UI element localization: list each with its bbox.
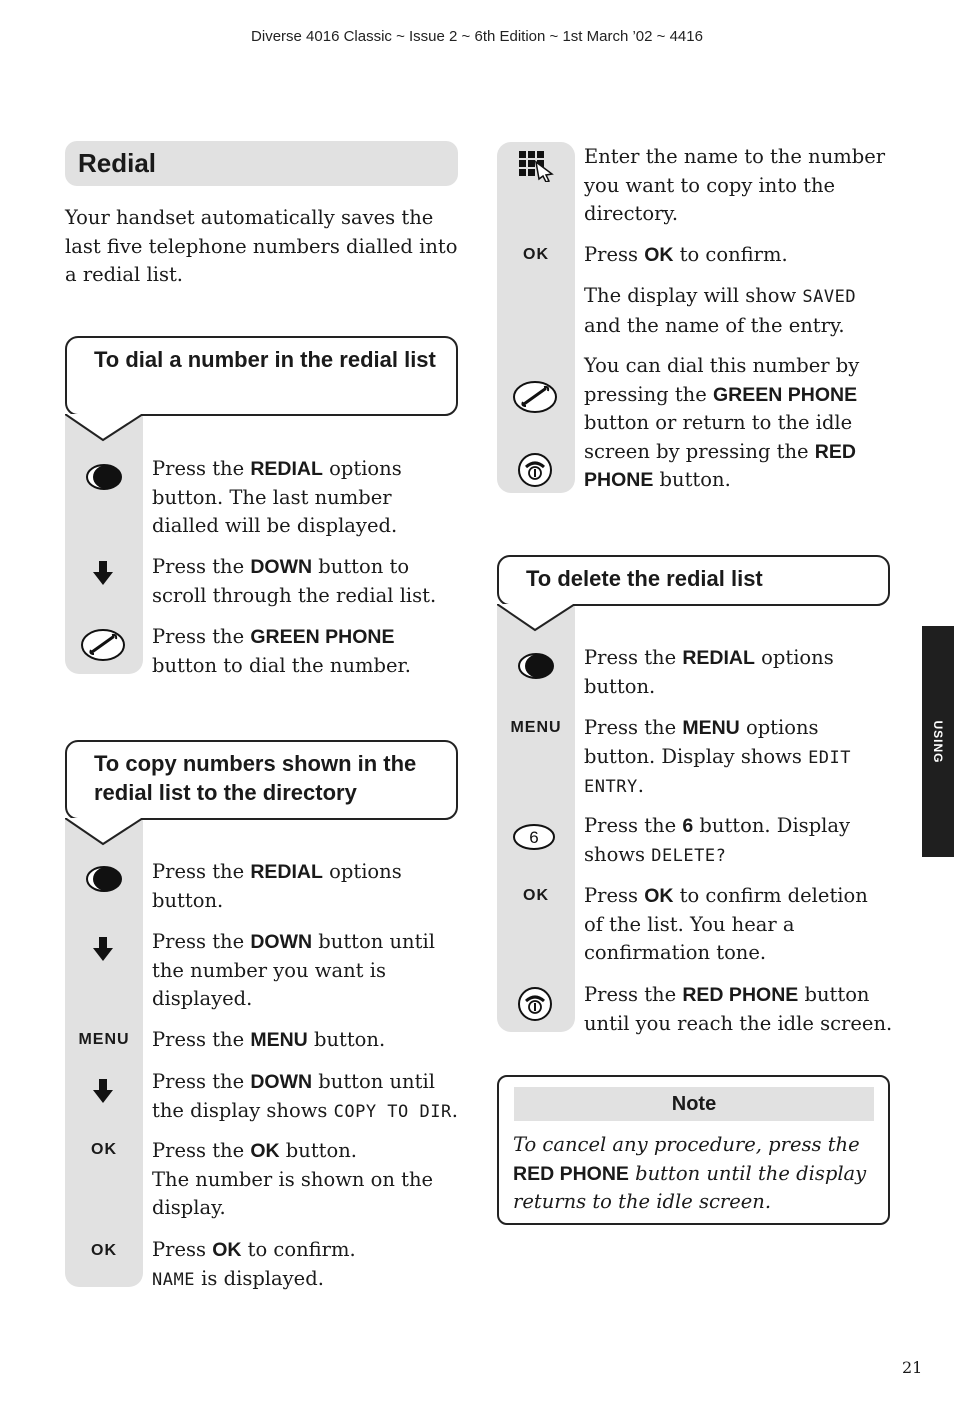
dial-step-1: Press the REDIAL options button. The last number dialled will be displayed. bbox=[152, 457, 402, 537]
red-phone-icon bbox=[516, 985, 554, 1023]
ok-key-icon: OK bbox=[523, 887, 549, 904]
note-title: Note bbox=[514, 1087, 874, 1121]
redial-button-icon bbox=[84, 462, 124, 492]
delete-callout-pointer bbox=[497, 604, 577, 634]
menu-key-icon: MENU bbox=[510, 719, 562, 736]
svg-text:6: 6 bbox=[529, 828, 539, 847]
page-header: Diverse 4016 Classic ~ Issue 2 ~ 6th Edition ~ 1st March ’02 ~ 4416 bbox=[251, 28, 703, 45]
copy-cont-step-4: You can dial this number by pressing the GREEN PHONE button or return to the idle screen by pressing the RED PHONE button. bbox=[584, 354, 860, 491]
dial-step-2: Press the DOWN button to scroll through the redial list. bbox=[152, 555, 437, 607]
copy-step-6: Press OK to confirm. NAME is displayed. bbox=[152, 1238, 356, 1290]
copy-callout-title: To copy numbers shown in the redial list to the directory bbox=[65, 740, 458, 820]
delete-step-3: Press the 6 button. Display shows DELETE? bbox=[584, 814, 851, 866]
display-text: SAVED bbox=[802, 287, 857, 307]
dial-callout-title: To dial a number in the redial list bbox=[65, 336, 458, 416]
ok-key-icon: OK bbox=[91, 1141, 117, 1158]
copy-cont-step-2: Press OK to confirm. bbox=[584, 243, 788, 266]
ok-key-icon: OK bbox=[91, 1242, 117, 1259]
delete-callout-title: To delete the redial list bbox=[497, 555, 890, 606]
display-text: EDIT ENTRY bbox=[584, 747, 852, 797]
copy-cont-icon-strip bbox=[497, 142, 575, 493]
down-arrow-icon bbox=[90, 1076, 116, 1106]
section-title: Redial bbox=[65, 141, 458, 186]
redial-button-icon bbox=[84, 864, 124, 894]
note-body: To cancel any procedure, press the RED PHONE button until the display returns to the idle screen. bbox=[513, 1133, 867, 1213]
key-6-icon bbox=[512, 823, 556, 851]
delete-step-1: Press the REDIAL options button. bbox=[584, 646, 834, 698]
green-phone-icon bbox=[512, 380, 558, 414]
intro-paragraph: Your handset automatically saves the last five telephone numbers dialled into a redial list. bbox=[65, 206, 458, 286]
ok-key-icon: OK bbox=[523, 246, 549, 263]
copy-cont-step-1: Enter the name to the number you want to copy into the directory. bbox=[584, 145, 886, 225]
copy-cont-step-3: The display will show SAVED and the name of the entry. bbox=[584, 284, 857, 337]
copy-step-2: Press the DOWN button until the number you want is displayed. bbox=[152, 930, 435, 1010]
side-tab bbox=[922, 626, 954, 857]
menu-key-icon: MENU bbox=[78, 1031, 130, 1048]
down-arrow-icon bbox=[90, 934, 116, 964]
copy-step-5: Press the OK button. The number is shown on the display. bbox=[152, 1139, 434, 1219]
red-phone-icon bbox=[516, 451, 554, 489]
dial-callout-pointer bbox=[65, 414, 145, 444]
side-tab-label: USING bbox=[931, 719, 945, 764]
keypad-icon bbox=[516, 148, 556, 182]
dial-step-3: Press the GREEN PHONE button to dial the number. bbox=[152, 625, 411, 677]
display-text: NAME bbox=[152, 1269, 195, 1290]
copy-step-3: Press the MENU button. bbox=[152, 1028, 386, 1051]
down-arrow-icon bbox=[90, 558, 116, 588]
copy-step-1: Press the REDIAL options button. bbox=[152, 860, 402, 912]
display-text: COPY TO DIR bbox=[333, 1101, 452, 1122]
note-box bbox=[497, 1075, 890, 1225]
display-text: DELETE? bbox=[651, 845, 727, 866]
redial-button-icon bbox=[516, 651, 556, 681]
delete-step-2: Press the MENU options button. Display shows EDIT ENTRY. bbox=[584, 716, 852, 797]
delete-step-4: Press OK to confirm deletion of the list. You hear a confirmation tone. bbox=[584, 884, 868, 964]
green-phone-icon bbox=[80, 628, 126, 662]
page-number: 21 bbox=[902, 1358, 923, 1377]
copy-step-4: Press the DOWN button until the display shows COPY TO DIR. bbox=[152, 1070, 458, 1122]
copy-callout-pointer bbox=[65, 818, 145, 848]
delete-step-5: Press the RED PHONE button until you reach the idle screen. bbox=[584, 983, 893, 1035]
